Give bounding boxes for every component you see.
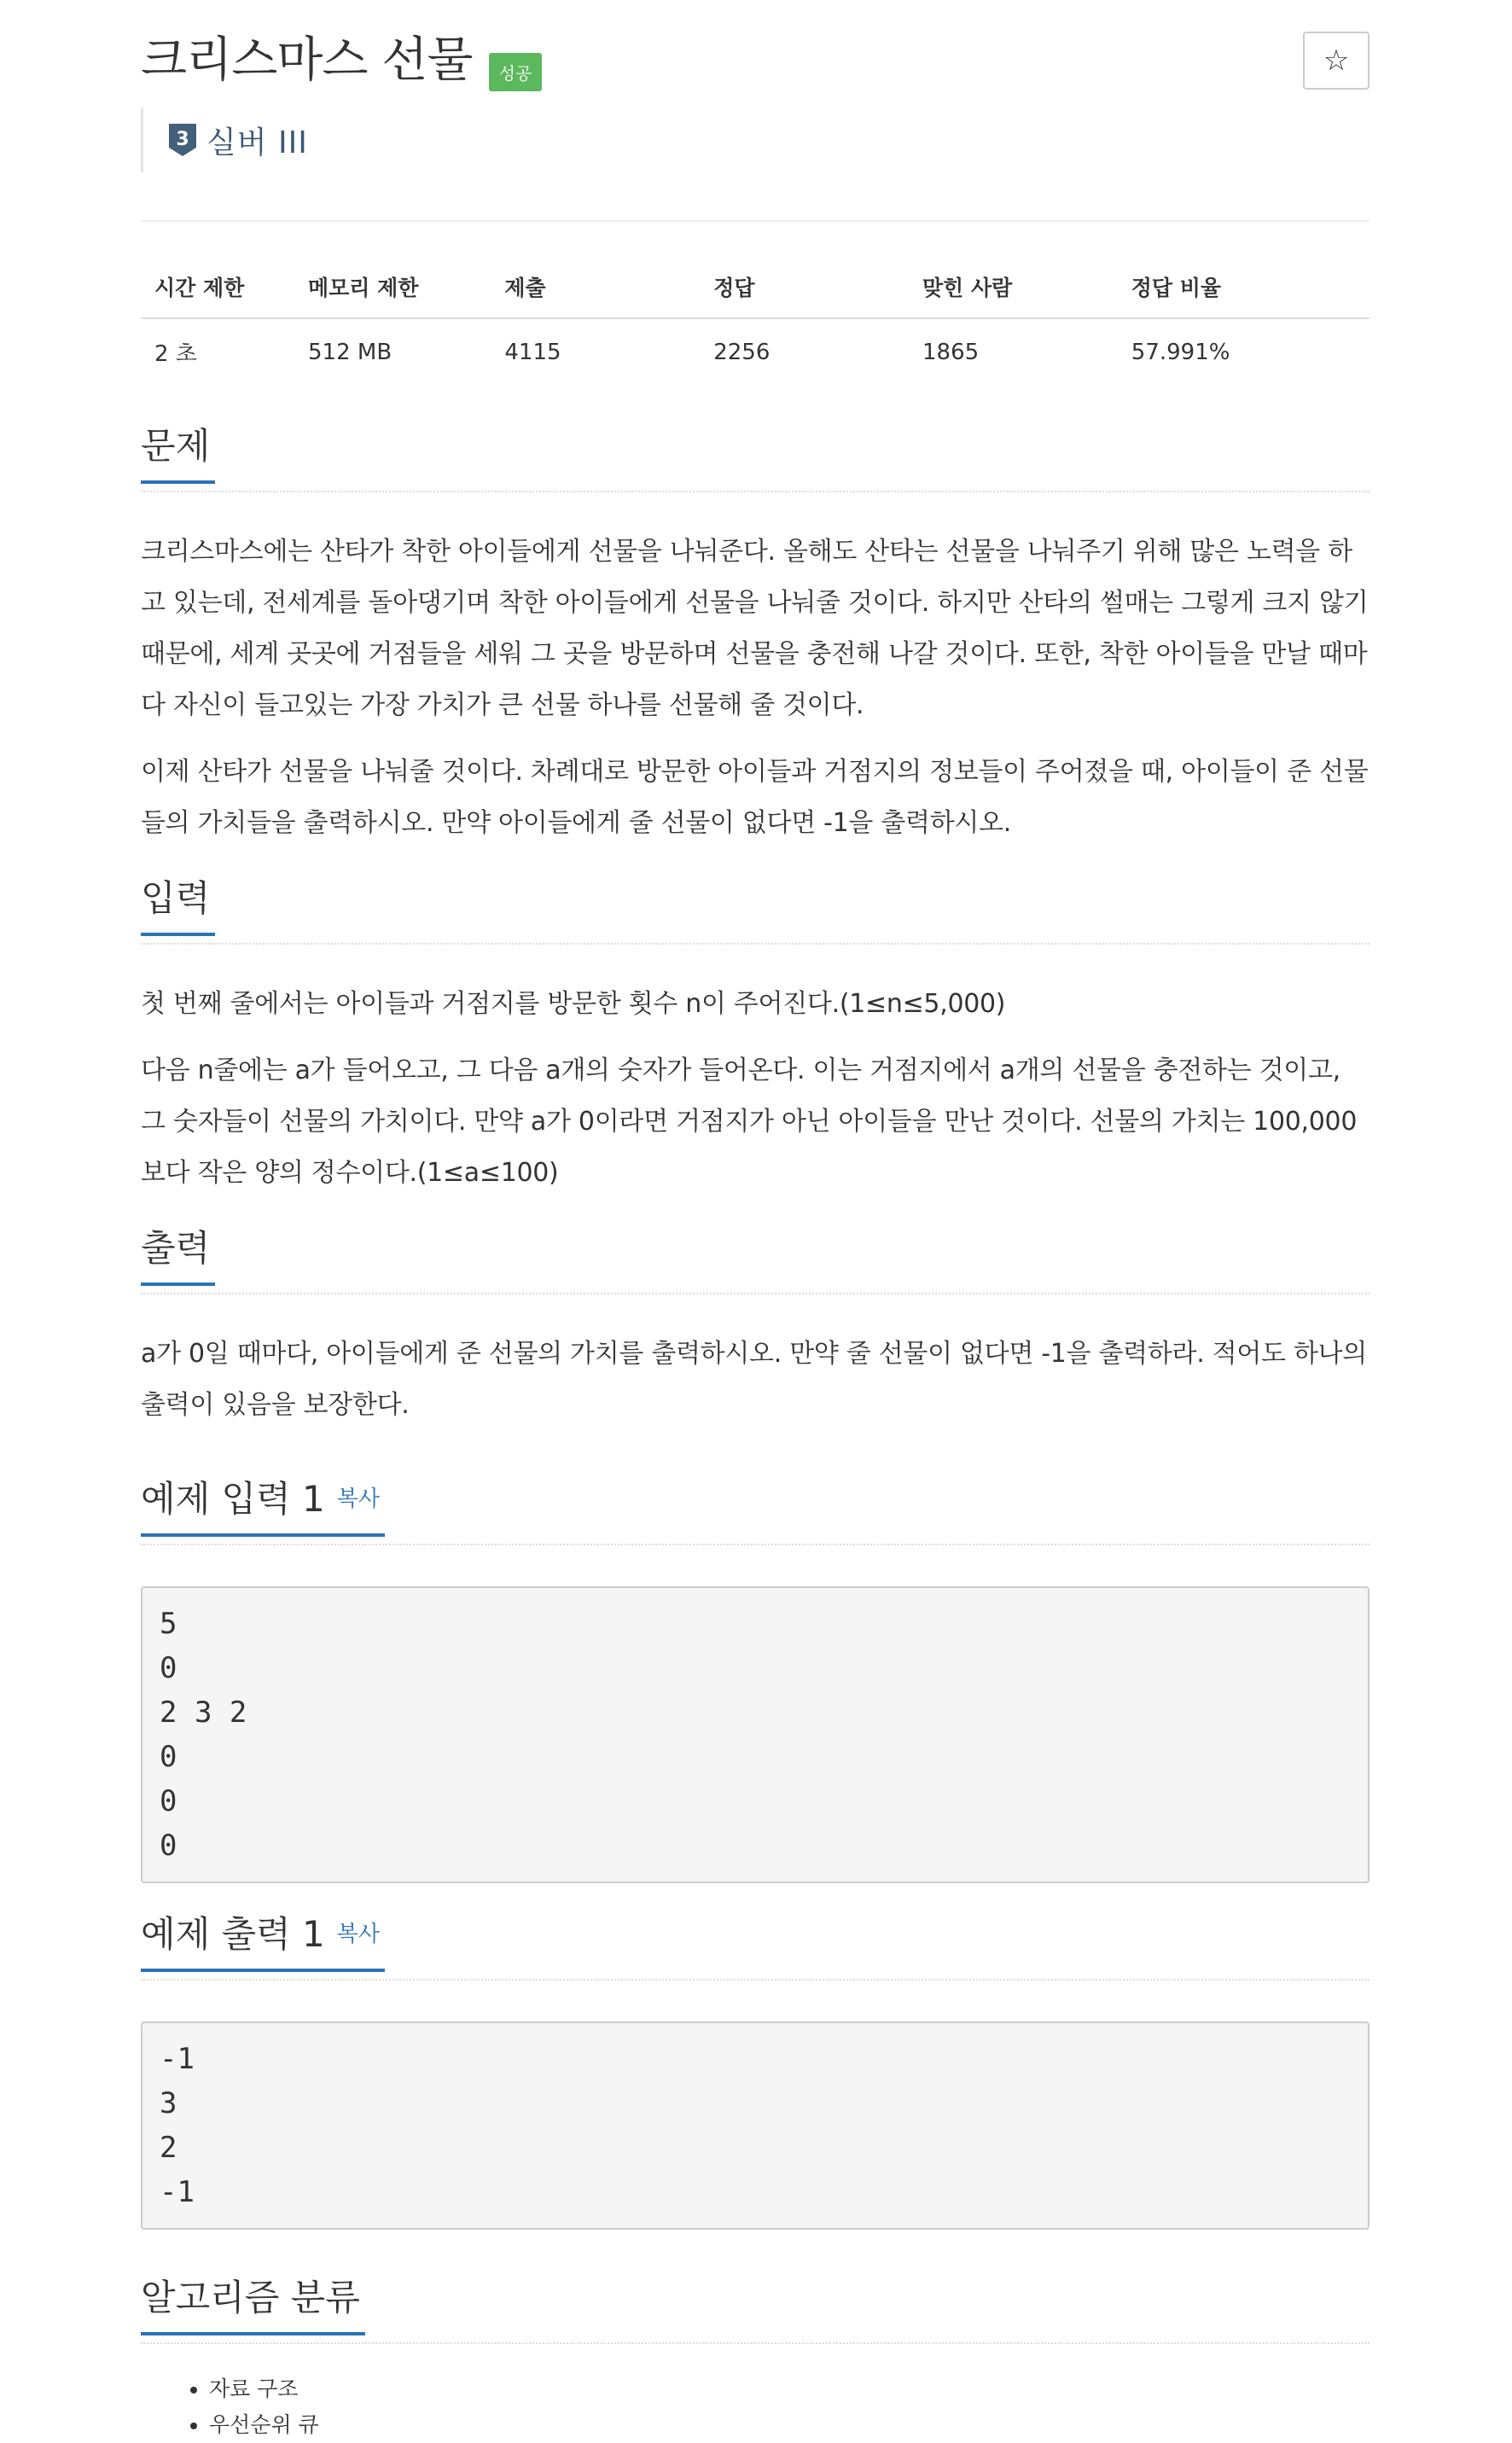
value-accepted: 2256 (713, 339, 771, 365)
value-memory-limit: 512 MB (308, 339, 393, 365)
description-paragraph: 이제 산타가 선물을 나눠줄 것이다. 차례대로 방문한 아이들과 거점지의 정보들이 주어졌을 때, 아이들이 준 선물들의 가치들을 출력하시오. 만약 아이들에게 줄 선물이 없다면 -1을 출력하시오. (141, 757, 1369, 838)
section-headline (141, 2264, 1370, 2344)
sample-output-heading (141, 1900, 385, 1972)
status-badge: 성공 (489, 53, 543, 91)
section-headline (141, 1900, 1370, 1981)
value-solved-users: 1865 (922, 339, 980, 365)
input-body (141, 979, 1370, 1199)
tier-info (141, 108, 1370, 172)
sample-output-box: -1 3 2 -1 (141, 2021, 1370, 2230)
header-time-limit: 시간 제한 (141, 256, 294, 318)
tier-level-number: 3 (176, 129, 189, 150)
algorithm-tag[interactable]: • 자료 구조 (209, 2371, 1370, 2407)
header-divider (141, 220, 1370, 222)
header-solved-users: 맞힌 사람 (909, 256, 1118, 318)
input-paragraph: 첫 번째 줄에서는 아이들과 거점지를 방문한 횟수 n이 주어진다.(1≤n≤5,000) (141, 989, 1006, 1019)
star-outline-icon: ☆ (1323, 44, 1350, 78)
sample-input-heading (141, 1465, 385, 1537)
section-algorithm-tags (141, 2264, 1370, 2443)
section-title-sample-input: 예제 입력 1 (141, 1478, 325, 1520)
problem-header (141, 26, 1370, 96)
section-headline (141, 864, 1370, 945)
description-body (141, 526, 1370, 849)
input-paragraph: 다음 n줄에는 a가 들어오고, 그 다음 a개의 숫자가 들어온다. 이는 거점지에서 a개의 선물을 충전하는 것이고, 그 숫자들이 선물의 가치이다. 만약 a가 0이라면 거점지가 아닌 아이들을 만난 것이다. 선물의 가치는 100,000보다 작은 양의 정수이다.(1≤a≤100) (141, 1056, 1358, 1188)
section-title-algorithm-tags: 알고리즘 분류 (141, 2264, 365, 2335)
copy-sample-input-link[interactable]: 복사 (336, 1486, 380, 1512)
section-title-sample-output: 예제 출력 1 (141, 1913, 325, 1955)
problem-page (141, 0, 1370, 2443)
header-memory-limit: 메모리 제한 (294, 256, 491, 318)
section-sample-output (141, 1900, 1370, 2230)
info-table-row (141, 318, 1370, 387)
section-sample-input (141, 1465, 1370, 1883)
value-accept-ratio: 57.991% (1131, 339, 1230, 365)
section-headline (141, 1214, 1370, 1294)
section-input (141, 864, 1370, 1199)
algorithm-tag-list (141, 2371, 1370, 2443)
section-description (141, 412, 1370, 849)
value-time-limit: 2 초 (154, 341, 197, 367)
sample-input-box: 5 0 2 3 2 0 0 0 (141, 1586, 1370, 1883)
section-title-output: 출력 (141, 1214, 215, 1286)
algorithm-tag[interactable]: • 우선순위 큐 (209, 2407, 1370, 2443)
section-output (141, 1214, 1370, 1431)
section-title-input: 입력 (141, 864, 215, 936)
header-accepted: 정답 (700, 256, 909, 318)
tier-label: 실버 III (206, 125, 308, 160)
silver-tier-icon (167, 122, 198, 158)
problem-title: 크리스마스 선물 (141, 32, 473, 88)
section-headline (141, 1465, 1370, 1545)
section-title-description: 문제 (141, 412, 215, 484)
section-headline (141, 412, 1370, 492)
favorite-button[interactable] (1303, 32, 1370, 90)
description-paragraph: 크리스마스에는 산타가 착한 아이들에게 선물을 나눠준다. 올해도 산타는 선물을 나눠주기 위해 많은 노력을 하고 있는데, 전세계를 돌아댕기며 착한 아이들에게 선물을 나눠줄 것이다. 하지만 산타의 썰매는 그렇게 크지 않기 때문에, 세계 곳곳에 거점들을 세워 그 곳을 방문하며 선물을 충전해 나갈 것이다. 또한, 착한 아이들을 만날 때마다 자신이 들고있는 가장 가치가 큰 선물 하나를 선물해 줄 것이다. (141, 537, 1369, 720)
value-submissions: 4115 (504, 339, 561, 365)
copy-sample-output-link[interactable]: 복사 (336, 1922, 380, 1947)
problem-info-table (141, 256, 1370, 387)
output-paragraph: a가 0일 때마다, 아이들에게 준 선물의 가치를 출력하시오. 만약 줄 선물이 없다면 -1을 출력하라. 적어도 하나의 출력이 있음을 보장한다. (141, 1339, 1367, 1420)
header-accept-ratio: 정답 비율 (1118, 256, 1370, 318)
info-table-header-row (141, 256, 1370, 318)
output-body (141, 1329, 1370, 1431)
header-submissions: 제출 (491, 256, 700, 318)
